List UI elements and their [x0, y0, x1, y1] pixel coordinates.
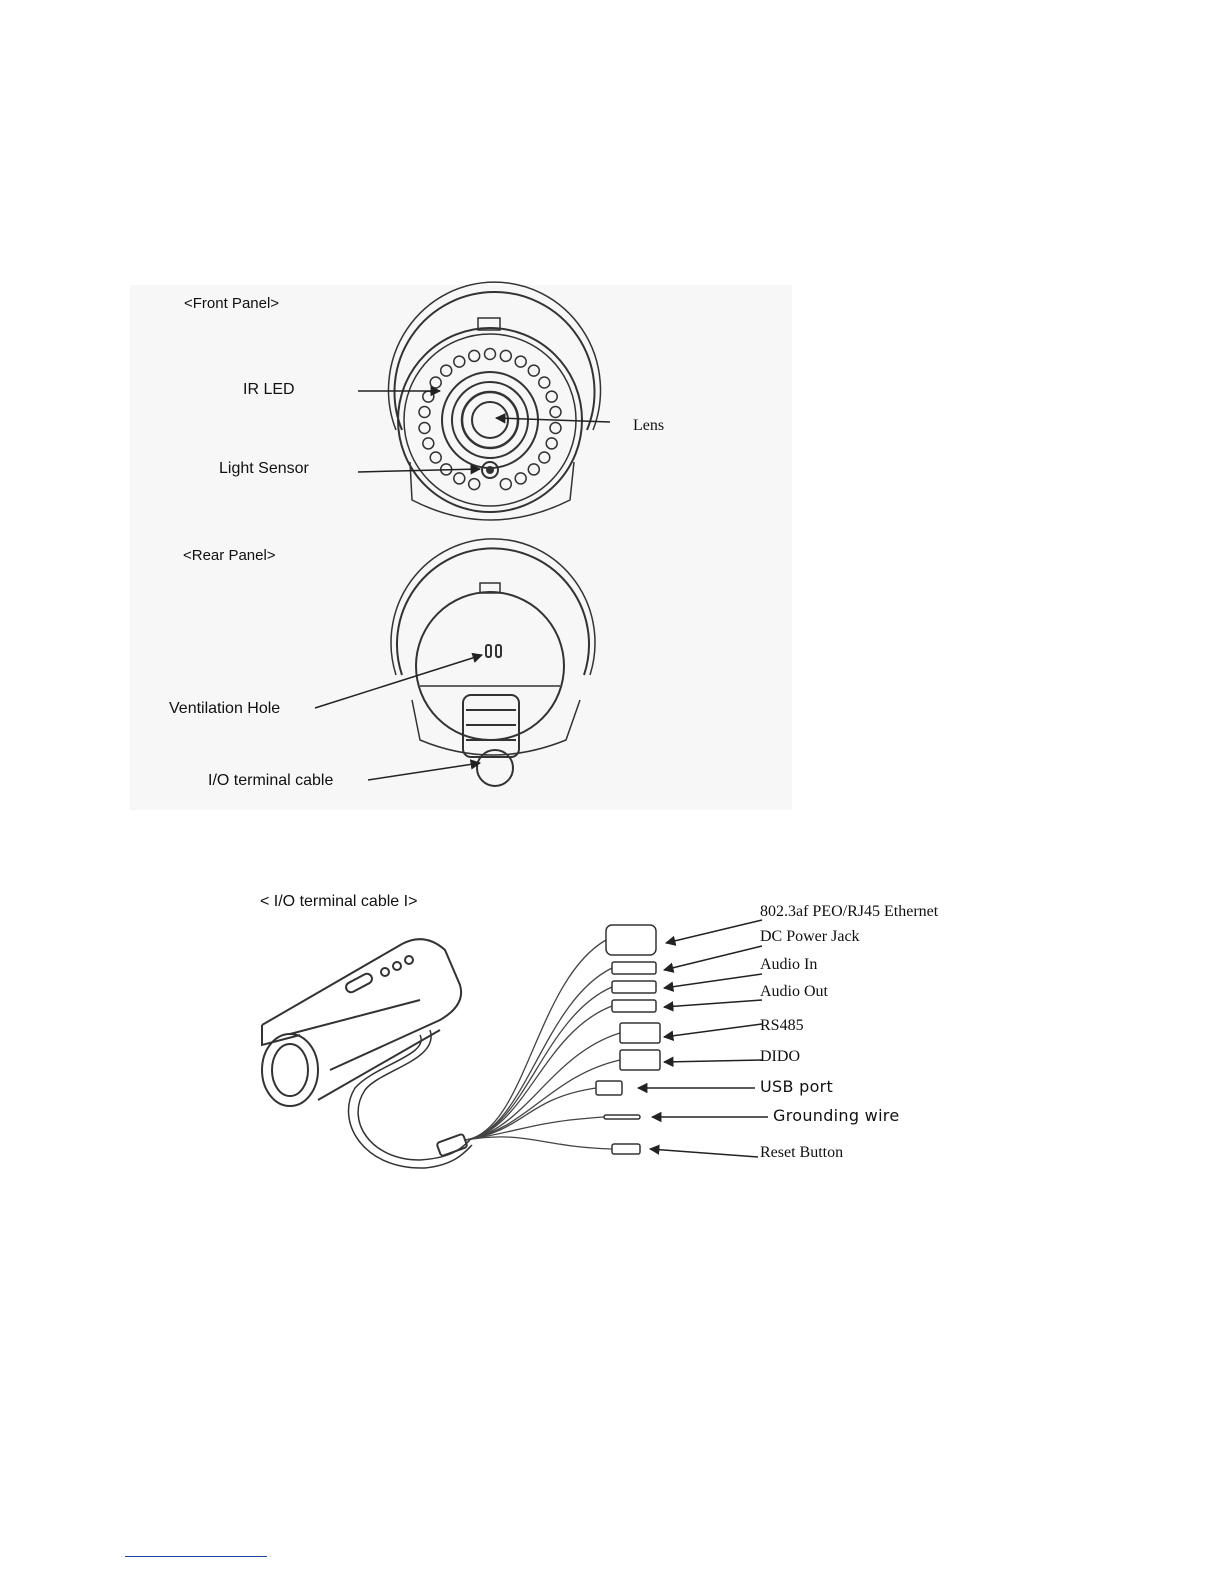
- ir-led: [423, 438, 434, 449]
- connector-dc-power-jack: [612, 962, 656, 974]
- front-panel-title: <Front Panel>: [184, 295, 280, 312]
- connector-label-dido: DIDO: [760, 1048, 800, 1065]
- ir-led: [485, 349, 496, 360]
- ir-led: [550, 423, 561, 434]
- ir-led: [469, 350, 480, 361]
- cable-wire: [466, 1137, 612, 1149]
- connector-ethernet: [606, 925, 656, 955]
- light-sensor-label: Light Sensor: [219, 460, 309, 477]
- ir-led: [454, 473, 465, 484]
- lens-label: Lens: [633, 417, 665, 434]
- ir-led: [546, 391, 557, 402]
- connector-audio-out: [612, 1000, 656, 1012]
- connector-label-rs485: RS485: [760, 1017, 804, 1034]
- cable-wire: [466, 1006, 612, 1140]
- ir-led: [469, 479, 480, 490]
- ir-led: [454, 356, 465, 367]
- ir-led: [515, 356, 526, 367]
- rear-panel-drawing: [391, 539, 595, 786]
- ir-led: [441, 365, 452, 376]
- connector-grounding-wire: [604, 1115, 640, 1119]
- rear-panel-title: <Rear Panel>: [183, 547, 276, 564]
- connector-usb-port: [596, 1081, 622, 1095]
- io-terminal-cable-label: I/O terminal cable: [208, 772, 334, 789]
- ir-led: [515, 473, 526, 484]
- ir-led: [539, 452, 550, 463]
- connector-dido: [620, 1050, 660, 1070]
- io-cable-figure-title: < I/O terminal cable I>: [260, 893, 418, 910]
- ir-led: [500, 350, 511, 361]
- connector-reset-button: [612, 1144, 640, 1154]
- connector-label-ethernet: 802.3af PEO/RJ45 Ethernet: [760, 903, 939, 920]
- cable-wire: [466, 940, 606, 1140]
- ir-led: [528, 365, 539, 376]
- connector-label-grounding-wire: Grounding wire: [773, 1106, 900, 1125]
- leader-lines: [315, 391, 768, 1157]
- connector-label-usb-port: USB port: [760, 1077, 834, 1096]
- footnote-separator: [125, 1556, 267, 1557]
- cable-fan: [466, 940, 620, 1149]
- ir-led: [550, 407, 561, 418]
- ventilation-hole-label: Ventilation Hole: [169, 700, 281, 717]
- ir-led: [528, 464, 539, 475]
- ir-led: [419, 423, 430, 434]
- connector-label-audio-in: Audio In: [760, 956, 818, 973]
- connector-rs485: [620, 1023, 660, 1043]
- connector-label-dc-power-jack: DC Power Jack: [760, 928, 860, 945]
- cable-wire: [466, 1117, 604, 1140]
- ir-led-label: IR LED: [243, 381, 295, 398]
- ir-led: [423, 391, 434, 402]
- connector-label-audio-out: Audio Out: [760, 983, 828, 1000]
- cable-wire: [466, 987, 612, 1140]
- ir-led: [500, 479, 511, 490]
- connector-shapes: [596, 925, 660, 1154]
- cable-wire: [466, 968, 612, 1140]
- connector-label-reset-button: Reset Button: [760, 1144, 844, 1161]
- ir-led: [430, 377, 441, 388]
- connector-audio-in: [612, 981, 656, 993]
- ir-led: [419, 407, 430, 418]
- ir-led: [539, 377, 550, 388]
- ir-led: [430, 452, 441, 463]
- ir-led: [546, 438, 557, 449]
- front-panel-drawing: [388, 282, 600, 520]
- bullet-camera-drawing: [262, 939, 472, 1168]
